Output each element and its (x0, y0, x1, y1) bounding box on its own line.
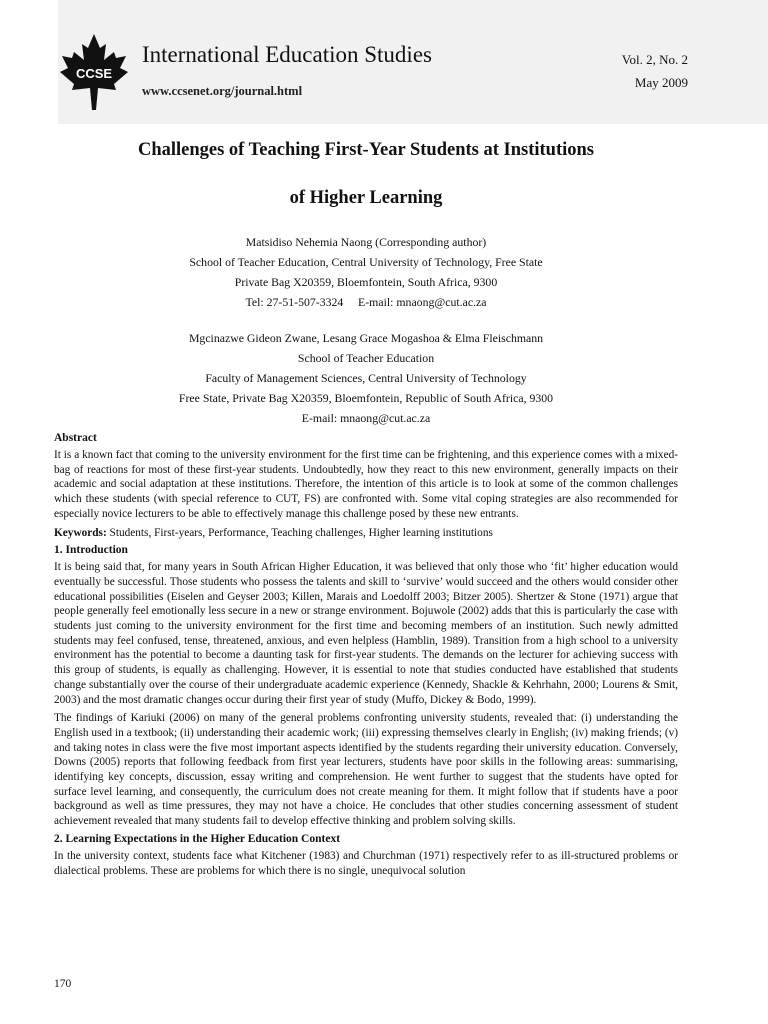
article-content (54, 126, 678, 882)
keywords (54, 526, 678, 541)
address-line: Private Bag X20359, Bloemfontein, South Africa, 9300 (234, 275, 498, 289)
page-number: 170 (54, 978, 72, 990)
abstract-heading: Abstract (54, 432, 97, 444)
section-heading-introduction: 1. Introduction (54, 544, 128, 557)
journal-title: International Education Studies (142, 42, 432, 67)
spacer (54, 312, 678, 328)
affiliation-line: School of Teacher Education, Central University of Technology, Free State (189, 255, 543, 269)
issue-date: May 2009 (634, 75, 688, 90)
logo-text: CCSE (75, 66, 113, 81)
affiliation-line: School of Teacher Education (297, 351, 435, 365)
paper-title-line2: of Higher Learning (289, 188, 443, 208)
email-line: E-mail: mnaong@cut.ac.za (301, 411, 431, 425)
learning-expectations-paragraph-1: In the university context, students face what Kitchener (1983) and Churchman (1971) respectively refer to as ill-structured problems or dialectical problems. These are problems for which there is no single, unequivocal solution (54, 849, 678, 877)
introduction-paragraph-1: It is being said that, for many years in South African Higher Education, it was believed that only those who ‘fit’ higher education would eventually be successful. Those students who possess the talents and skill to ‘survive’ would succeed and the others would consider other educational possibilities (Eiselen and Geyser 2003; Killen, Marais and Loedolff 2003; Bitzer 2005). Shertzer & Stone (1971) argue that people generally feel emotionally less secure in a new or strange environment. Bojuwole (2002) adds that this is particularly the case with students just coming to the university environment for the first time and becoming members of an institution. Such newly admitted students may feel confused, tense, threatened, anxious, and even helpless (Hamblin, 1989). Transition from a high school to a university environment has the potential to become a daunting task for first-year students. The demands on the lecturer for achieving success with this group of students, is equally as challenging. However, it is essential to note that studies conducted have established that students change substantially over the course of their undergraduate academic experience (Kennedy, Shackle & Kehrhahn, 2000; Lourens & Smit, 2003) and the most dramatic changes occur during their first year of study (Muffo, Dickey & Bodo, 1999). (54, 561, 678, 706)
paper-title-line1: Challenges of Teaching First-Year Students at Institutions (137, 140, 595, 160)
address-line: Free State, Private Bag X20359, Bloemfontein, Republic of South Africa, 9300 (178, 391, 554, 405)
volume-issue: Vol. 2, No. 2 (621, 52, 688, 67)
keywords-label: Keywords: (54, 526, 107, 539)
keywords-text: Students, First-years, Performance, Teaching challenges, Higher learning institutions (106, 526, 493, 539)
journal-url[interactable]: www.ccsenet.org/journal.html (142, 84, 303, 98)
coauthors-line: Mgcinazwe Gideon Zwane, Lesang Grace Mogashoa & Elma Fleischmann (188, 331, 544, 345)
introduction-paragraph-2: The findings of Kariuki (2006) on many of the general problems confronting university students, revealed that: (i) understanding the English used in a textbook; (ii) understanding their academic work; (iii) expressing themselves clearly in English; (iv) making friends; (v) and taking notes in class were the five most important aspects identified by the students regarding their university education. Conversely, Downs (2005) reports that following feedback from first year lecturers, students have poor skills in the following areas: summarising, identifying key concepts, discussion, essay writing and comprehension. He went further to suggest that the students have opted for surface level learning, and consequently, the curriculum does not create meaning for them. It might follow that if students have a poor background as well as time pressures, they may not have a choice. He concludes that other studies concerning assessment of student achievement revealed that many students fail to develop effective thinking and problem solving skills. (54, 712, 678, 828)
author-line: Matsidiso Nehemia Naong (Corresponding author) (245, 235, 487, 249)
abstract-text: It is a known fact that coming to the university environment for the first time can be frightening, and this experience comes with a mixed-bag of reactions for most of these first-year students. Undoubtedly, how they react to this new environment, generally impacts on their academic and social adaptation at these institutions. Therefore, the intention of this article is to look at some of the common challenges which these students (with special reference to CUT, FS) are confronted with. Some vital coping strategies are also recommended for especially novice lecturers to be able to effectively manage this challenge posed by these new entrants. (54, 449, 678, 520)
affiliation-line: Faculty of Management Sciences, Central University of Technology (205, 371, 527, 385)
section-heading-learning-expectations: 2. Learning Expectations in the Higher Education Context (54, 832, 341, 845)
ccse-maple-leaf-logo (58, 32, 130, 112)
author-block-1 (54, 232, 678, 428)
contact-line: Tel: 27-51-507-3324 E-mail: mnaong@cut.ac.za (245, 295, 487, 309)
paper-title (54, 126, 678, 222)
